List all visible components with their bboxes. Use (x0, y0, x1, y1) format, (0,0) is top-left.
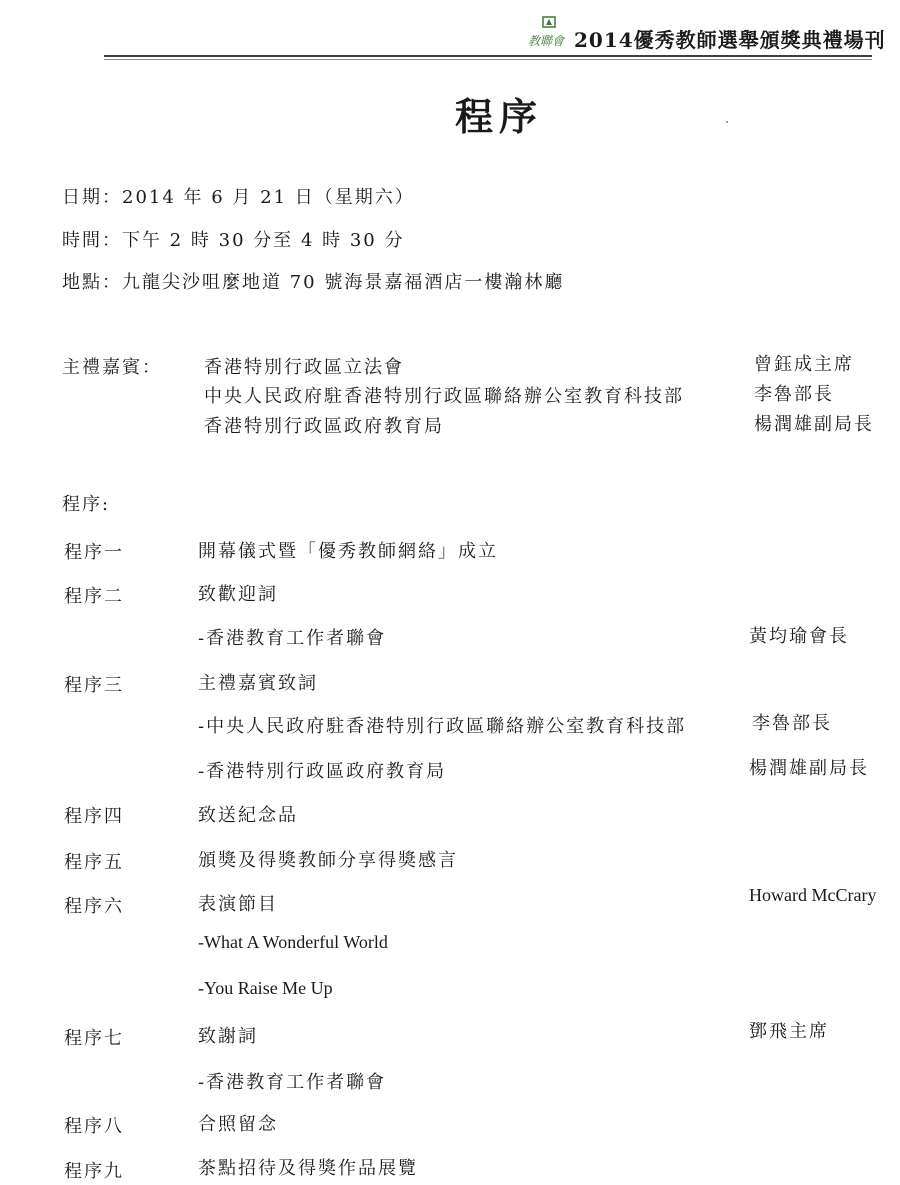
program-label: 程序一 (64, 542, 124, 563)
event-venue: 地點：九龍尖沙咀麼地道 70 號海景嘉福酒店一樓瀚林廳 (62, 272, 565, 293)
program-subitem: -You Raise Me Up (198, 978, 333, 998)
program-text: 頒獎及得獎教師分享得獎感言 (198, 850, 458, 871)
program-label: 程序四 (64, 806, 124, 827)
program-person: 李魯部長 (752, 713, 832, 734)
program-text: 表演節目 (198, 894, 278, 915)
program-person: 楊潤雄副局長 (749, 758, 869, 779)
program-label: 程序九 (64, 1161, 124, 1182)
program-subitem: -香港教育工作者聯會 (198, 1072, 387, 1093)
program-person: Howard McCrary (749, 885, 877, 905)
header-rule-thin (104, 59, 872, 60)
guest-org: 香港特別行政區立法會 (204, 357, 404, 378)
program-text: 主禮嘉賓致詞 (198, 673, 318, 694)
header-title: 2014優秀教師選舉頒獎典禮場刊 (574, 28, 886, 52)
program-label: 程序二 (64, 586, 124, 607)
scan-speck (726, 121, 728, 123)
program-label: 程序七 (64, 1028, 124, 1049)
program-label: 程序三 (64, 675, 124, 696)
event-time: 時間：下午 2 時 30 分至 4 時 30 分 (62, 230, 405, 251)
program-label: 程序八 (64, 1116, 124, 1137)
event-date: 日期：2014 年 6 月 21 日（星期六） (62, 187, 415, 208)
guest-org: 中央人民政府駐香港特別行政區聯絡辦公室教育科技部 (204, 386, 684, 407)
program-heading: 程序: (62, 494, 111, 515)
header-rule (104, 55, 872, 57)
program-subitem: -What A Wonderful World (198, 932, 388, 952)
program-subitem: -中央人民政府駐香港特別行政區聯絡辦公室教育科技部 (198, 716, 687, 737)
page-title: 程序 (455, 94, 544, 139)
program-text: 致謝詞 (198, 1026, 258, 1047)
guest-org: 香港特別行政區政府教育局 (204, 416, 444, 437)
program-person: 黃均瑜會長 (749, 626, 849, 647)
association-logo (528, 16, 568, 48)
program-text: 致歡迎詞 (198, 584, 278, 605)
program-subitem: -香港教育工作者聯會 (198, 628, 387, 649)
program-text: 開幕儀式暨「優秀教師網絡」成立 (198, 541, 498, 562)
program-person: 鄧飛主席 (749, 1021, 829, 1042)
program-subitem: -香港特別行政區政府教育局 (198, 761, 447, 782)
program-label: 程序六 (64, 896, 124, 917)
guests-label: 主禮嘉賓： (62, 357, 162, 378)
logo-text: 教聯會 (528, 34, 565, 48)
guest-person: 曾鈺成主席 (754, 354, 854, 375)
guest-person: 李魯部長 (754, 384, 834, 405)
program-label: 程序五 (64, 852, 124, 873)
program-text: 合照留念 (198, 1114, 278, 1135)
guest-person: 楊潤雄副局長 (754, 414, 874, 435)
program-text: 致送紀念品 (198, 805, 298, 826)
program-text: 茶點招待及得獎作品展覽 (198, 1158, 418, 1179)
